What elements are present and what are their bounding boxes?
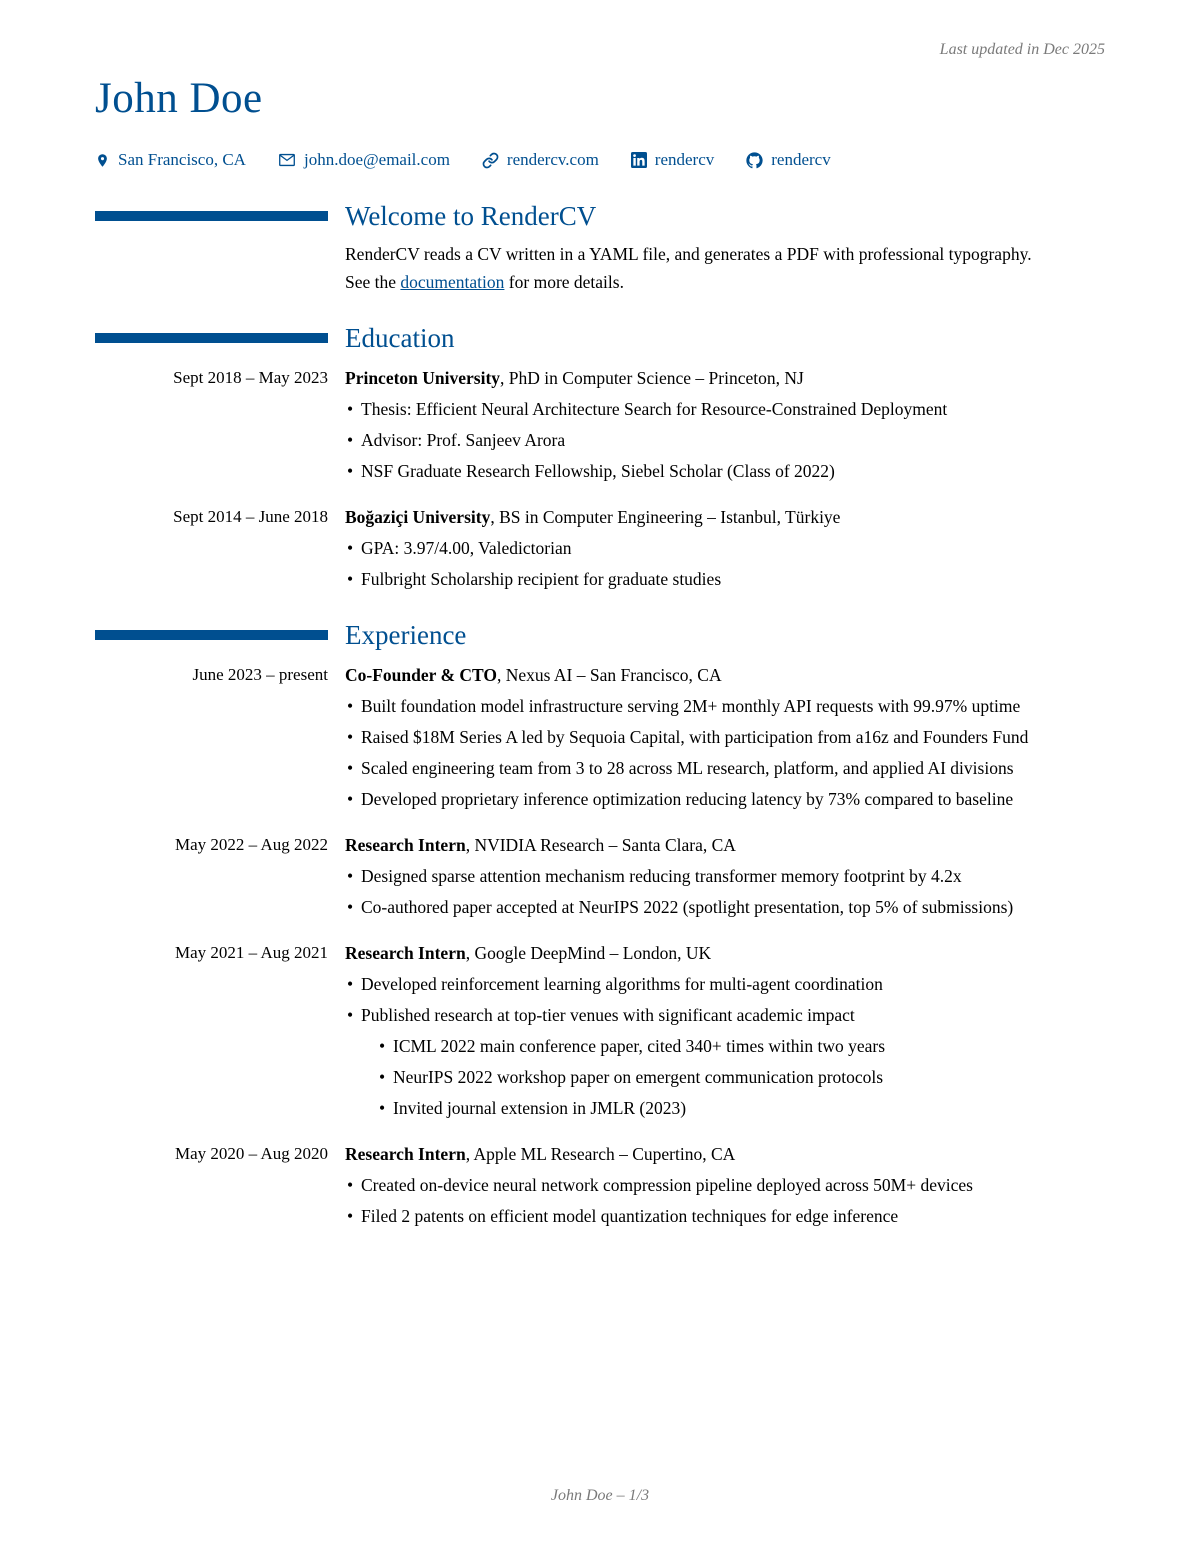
contact-github[interactable] <box>746 148 830 172</box>
entry-body <box>345 833 1105 919</box>
company-and-location: , Nexus AI – San Francisco, CA <box>497 665 722 685</box>
sub-highlight-item: • ICML 2022 main conference paper, cited 340+ times within two years <box>377 1034 1105 1058</box>
entry-body <box>345 663 1105 811</box>
education-entry-princeton <box>95 366 1105 483</box>
sub-highlight-item: • Invited journal extension in JMLR (2023) <box>377 1096 1105 1120</box>
highlight-text: Published research at top-tier venues with significant academic impact <box>361 1005 855 1025</box>
company-and-location: , Google DeepMind – London, UK <box>465 943 712 963</box>
welcome-paragraph: RenderCV reads a CV written in a YAML file, and generates a PDF with professional typography. <box>345 244 1032 264</box>
entry-body <box>345 1142 1105 1228</box>
github-icon <box>746 152 763 169</box>
experience-entry-nvidia <box>95 833 1105 919</box>
contact-email[interactable] <box>278 148 450 172</box>
location-pin-icon <box>95 152 110 169</box>
entry-title <box>345 366 1105 390</box>
position-title: Research Intern <box>345 835 466 855</box>
highlight-item: • Thesis: Efficient Neural Architecture Search for Resource-Constrained Deployment <box>345 397 1105 421</box>
entry-body <box>345 366 1105 483</box>
contact-location[interactable] <box>95 148 246 172</box>
last-updated-note: Last updated in Dec 2025 <box>939 41 1105 58</box>
highlight-list <box>345 397 1105 483</box>
highlight-list <box>345 972 1105 1120</box>
page-footer: John Doe – 1/3 <box>550 1487 650 1504</box>
highlight-item: • Co-authored paper accepted at NeurIPS 2022 (spotlight presentation, top 5% of submissions) <box>345 895 1105 919</box>
contact-location-label: San Francisco, CA <box>118 150 246 169</box>
company-and-location: , NVIDIA Research – Santa Clara, CA <box>465 835 736 855</box>
position-title: Co-Founder & CTO <box>345 665 498 685</box>
highlight-item: • Designed sparse attention mechanism reducing transformer memory footprint by 4.2x <box>345 864 1105 888</box>
entry-title <box>345 941 1105 965</box>
highlight-item: • Filed 2 patents on efficient model quantization techniques for edge inference <box>345 1204 1105 1228</box>
experience-entry-nexus <box>95 663 1105 811</box>
section-experience <box>95 619 1105 1228</box>
linkedin-icon <box>631 152 647 168</box>
section-header <box>95 619 1105 651</box>
degree-and-location: , BS in Computer Engineering – Istanbul, Türkiye <box>490 507 841 527</box>
highlight-item: • Advisor: Prof. Sanjeev Arora <box>345 428 1105 452</box>
text-after-link: for more details. <box>504 272 624 292</box>
institution-name: Boğaziçi University <box>345 507 491 527</box>
contact-website-label: rendercv.com <box>506 150 599 169</box>
section-header <box>95 200 1105 232</box>
contact-website[interactable] <box>482 148 599 172</box>
text-before-link: See the <box>345 272 401 292</box>
highlight-item: • Built foundation model infrastructure serving 2M+ monthly API requests with 99.97% uptime <box>345 694 1105 718</box>
section-education <box>95 322 1105 591</box>
section-welcome <box>95 200 1105 294</box>
highlight-item: • GPA: 3.97/4.00, Valedictorian <box>345 536 1105 560</box>
link-icon <box>482 152 499 169</box>
section-bar <box>95 630 328 640</box>
highlight-list <box>345 864 1105 919</box>
entry-dates: Sept 2014 – June 2018 <box>173 507 328 526</box>
highlight-list <box>345 694 1105 811</box>
section-title: Education <box>345 323 455 353</box>
highlight-item: • NSF Graduate Research Fellowship, Siebel Scholar (Class of 2022) <box>345 459 1105 483</box>
section-header <box>95 322 1105 354</box>
contact-linkedin[interactable] <box>631 148 714 172</box>
section-title: Experience <box>345 620 467 650</box>
experience-entry-deepmind <box>95 941 1105 1120</box>
documentation-link[interactable]: documentation <box>400 272 505 292</box>
envelope-icon <box>278 152 296 168</box>
welcome-paragraph-2 <box>345 270 1105 294</box>
entry-dates: May 2022 – Aug 2022 <box>175 835 328 854</box>
contact-row <box>95 148 1105 172</box>
position-title: Research Intern <box>345 1144 466 1164</box>
entry-title <box>345 505 1105 529</box>
highlight-item: • Developed proprietary inference optimization reducing latency by 73% compared to baseline <box>345 787 1105 811</box>
contact-linkedin-label: rendercv <box>654 150 715 169</box>
degree-and-location: , PhD in Computer Science – Princeton, NJ <box>500 368 804 388</box>
entry-dates: May 2021 – Aug 2021 <box>175 943 328 962</box>
contact-email-label: john.doe@email.com <box>303 150 450 169</box>
highlight-item: • Raised $18M Series A led by Sequoia Capital, with participation from a16z and Founders Fund <box>345 725 1105 749</box>
entry-title <box>345 663 1105 687</box>
entry-dates: June 2023 – present <box>192 665 328 684</box>
entry-body <box>345 941 1105 1120</box>
welcome-text <box>345 242 1105 294</box>
highlight-item: • Scaled engineering team from 3 to 28 across ML research, platform, and applied AI divisions <box>345 756 1105 780</box>
highlight-item: • Developed reinforcement learning algorithms for multi-agent coordination <box>345 972 1105 996</box>
highlight-item: • Fulbright Scholarship recipient for graduate studies <box>345 567 1105 591</box>
contact-github-label: rendercv <box>771 150 831 169</box>
entry-dates: May 2020 – Aug 2020 <box>175 1144 328 1163</box>
section-title: Welcome to RenderCV <box>345 201 597 231</box>
highlight-item: • Created on-device neural network compression pipeline deployed across 50M+ devices <box>345 1173 1105 1197</box>
institution-name: Princeton University <box>345 368 501 388</box>
person-name: John Doe <box>95 75 263 122</box>
education-entry-bogazici <box>95 505 1105 591</box>
entry-title <box>345 833 1105 857</box>
sub-highlight-list <box>361 1034 1105 1120</box>
sub-highlight-item: • NeurIPS 2022 workshop paper on emergent communication protocols <box>377 1065 1105 1089</box>
entry-title <box>345 1142 1105 1166</box>
position-title: Research Intern <box>345 943 466 963</box>
experience-entry-apple <box>95 1142 1105 1228</box>
company-and-location: , Apple ML Research – Cupertino, CA <box>465 1144 736 1164</box>
section-bar <box>95 333 328 343</box>
highlight-item <box>345 1003 1105 1120</box>
section-bar <box>95 211 328 221</box>
highlight-list <box>345 536 1105 591</box>
highlight-list <box>345 1173 1105 1228</box>
entry-body <box>345 505 1105 591</box>
entry-dates: Sept 2018 – May 2023 <box>173 368 328 387</box>
